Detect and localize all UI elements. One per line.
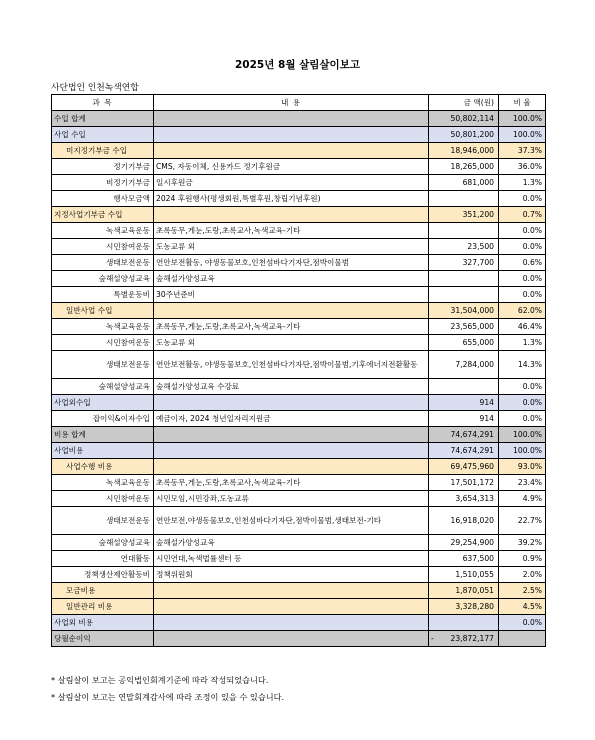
table-header-row (52, 95, 546, 111)
row-description (154, 615, 429, 631)
row-description (154, 395, 429, 411)
row-ratio: 22.7% (499, 507, 546, 535)
row-item: 녹색교육운동 (52, 223, 154, 239)
table-row (52, 475, 546, 491)
footnote-1: * 살림살이 보고는 공익법인회계기준에 따라 작성되었습니다. (51, 675, 269, 685)
row-amount (429, 271, 499, 287)
row-item: 비용 합계 (52, 427, 154, 443)
row-amount (429, 223, 499, 239)
table-row (52, 379, 546, 395)
row-ratio: 0.7% (499, 207, 546, 223)
row-ratio: 4.5% (499, 599, 546, 615)
table-row (52, 599, 546, 615)
row-item: 사업외 비용 (52, 615, 154, 631)
row-amount: 29,254,900 (429, 535, 499, 551)
row-item: 사업비용 (52, 443, 154, 459)
row-amount-sign: - (431, 633, 434, 643)
row-description (154, 303, 429, 319)
table-row (52, 271, 546, 287)
row-ratio: 1.3% (499, 335, 546, 351)
row-ratio: 0.0% (499, 191, 546, 207)
row-ratio: 100.0% (499, 427, 546, 443)
row-description: 시민연대,녹색법률센터 등 (154, 551, 429, 567)
table-row (52, 255, 546, 271)
table-row (52, 191, 546, 207)
row-item: 잡이익&이자수입 (52, 411, 154, 427)
row-ratio: 62.0% (499, 303, 546, 319)
table-row (52, 175, 546, 191)
row-item: 녹색교육운동 (52, 319, 154, 335)
row-amount: 74,674,291 (429, 427, 499, 443)
row-item: 사업수행 비용 (52, 459, 154, 475)
row-description: 연안보전활동, 야생동물보호,인천섬바다기자단,점박이물범,기후에너지전환활동 (154, 351, 429, 379)
row-description (154, 207, 429, 223)
table-row (52, 351, 546, 379)
report-title: 2025년 8월 살림살이보고 (235, 59, 360, 71)
row-description (154, 427, 429, 443)
row-ratio: 0.0% (499, 395, 546, 411)
row-amount (429, 631, 499, 647)
row-item: 연대활동 (52, 551, 154, 567)
row-item: 생태보전운동 (52, 507, 154, 535)
row-ratio: 0.6% (499, 255, 546, 271)
row-description: 숲해설가양성교육 수강료 (154, 379, 429, 395)
organization-name: 사단법인 인천녹색연합 (51, 83, 139, 93)
table-row (52, 335, 546, 351)
row-description: 초록동무,게눈,도랑,초록교사,녹색교육-기타 (154, 475, 429, 491)
header-ratio: 비 율 (499, 95, 546, 111)
table-row (52, 631, 546, 647)
row-amount-value: 23,872,177 (450, 633, 494, 643)
table-row (52, 427, 546, 443)
row-amount (429, 191, 499, 207)
row-item: 정책생산제안활동비 (52, 567, 154, 583)
row-description (154, 599, 429, 615)
row-description (154, 127, 429, 143)
row-description: 도농교류 외 (154, 335, 429, 351)
table-row (52, 319, 546, 335)
row-item: 사업외수입 (52, 395, 154, 411)
row-item: 정기기부금 (52, 159, 154, 175)
row-amount: 637,500 (429, 551, 499, 567)
row-item: 특별운동비 (52, 287, 154, 303)
row-item: 비정기기부금 (52, 175, 154, 191)
row-ratio: 39.2% (499, 535, 546, 551)
table-row (52, 287, 546, 303)
row-description: 30주년준비 (154, 287, 429, 303)
row-ratio: 0.0% (499, 379, 546, 395)
row-item: 일반사업 수입 (52, 303, 154, 319)
table-row (52, 583, 546, 599)
row-amount: 17,501,172 (429, 475, 499, 491)
row-amount: 18,265,000 (429, 159, 499, 175)
row-description: 숲해설가양성교육 (154, 271, 429, 287)
row-item: 수입 합계 (52, 111, 154, 127)
row-amount: 7,284,000 (429, 351, 499, 379)
row-item: 숲해설양성교육 (52, 535, 154, 551)
table-row (52, 207, 546, 223)
row-item: 생태보전운동 (52, 351, 154, 379)
table-row (52, 443, 546, 459)
row-item: 숲해설양성교육 (52, 271, 154, 287)
row-amount: 23,565,000 (429, 319, 499, 335)
header-amount: 금 액(원) (429, 95, 499, 111)
row-description (154, 631, 429, 647)
table-row (52, 223, 546, 239)
row-ratio: 2.0% (499, 567, 546, 583)
row-amount: 1,510,055 (429, 567, 499, 583)
row-ratio: 93.0% (499, 459, 546, 475)
row-description: 예금이자, 2024 청년일자리지원금 (154, 411, 429, 427)
row-description: 도농교류 외 (154, 239, 429, 255)
row-amount: 69,475,960 (429, 459, 499, 475)
row-ratio: 14.3% (499, 351, 546, 379)
row-item: 생태보전운동 (52, 255, 154, 271)
row-amount: 914 (429, 411, 499, 427)
header-item: 과 목 (52, 95, 154, 111)
row-ratio: 1.3% (499, 175, 546, 191)
row-amount: 351,200 (429, 207, 499, 223)
row-description: 연안보전,야생동물보호,인천섬바다기자단,점박이물범,생태보전-기타 (154, 507, 429, 535)
row-ratio: 0.9% (499, 551, 546, 567)
row-description: 정책위원회 (154, 567, 429, 583)
row-item: 사업 수입 (52, 127, 154, 143)
row-ratio: 100.0% (499, 127, 546, 143)
table-row (52, 507, 546, 535)
row-description: 2024 후원행사(평생회원,특별후원,창립기념후원) (154, 191, 429, 207)
row-amount: 31,504,000 (429, 303, 499, 319)
row-amount: 18,946,000 (429, 143, 499, 159)
table-row (52, 395, 546, 411)
row-description (154, 443, 429, 459)
row-description: 초록동무,게눈,도랑,초록교사,녹색교육-기타 (154, 223, 429, 239)
row-description: 초록동무,게눈,도랑,초록교사,녹색교육-기타 (154, 319, 429, 335)
row-description: 연안보전활동, 야생동물보호,인천섬바다기자단,점박이물범 (154, 255, 429, 271)
footnote-2: * 살림살이 보고는 연말회계감사에 따라 조정이 있을 수 있습니다. (51, 692, 285, 702)
row-description: 숲해설가양성교육 (154, 535, 429, 551)
row-description (154, 143, 429, 159)
row-amount: 914 (429, 395, 499, 411)
row-item: 모금비용 (52, 583, 154, 599)
ledger-table (51, 94, 546, 647)
row-ratio: 0.0% (499, 223, 546, 239)
row-ratio: 0.0% (499, 271, 546, 287)
row-ratio: 2.5% (499, 583, 546, 599)
row-amount: 3,328,280 (429, 599, 499, 615)
table-row (52, 143, 546, 159)
row-ratio: 0.0% (499, 239, 546, 255)
row-amount: 23,500 (429, 239, 499, 255)
row-ratio: 46.4% (499, 319, 546, 335)
row-description (154, 111, 429, 127)
table-row (52, 551, 546, 567)
table-row (52, 535, 546, 551)
row-ratio: 36.0% (499, 159, 546, 175)
table-row (52, 615, 546, 631)
table-row (52, 491, 546, 507)
row-ratio (499, 631, 546, 647)
row-description (154, 459, 429, 475)
table-row (52, 159, 546, 175)
row-amount (429, 615, 499, 631)
row-item: 시민참여운동 (52, 239, 154, 255)
row-item: 녹색교육운동 (52, 475, 154, 491)
table-row (52, 111, 546, 127)
table-row (52, 239, 546, 255)
row-ratio: 0.0% (499, 287, 546, 303)
row-ratio: 4.9% (499, 491, 546, 507)
table-row (52, 459, 546, 475)
row-amount (429, 287, 499, 303)
row-amount: 681,000 (429, 175, 499, 191)
table-row (52, 303, 546, 319)
table-row (52, 411, 546, 427)
row-amount: 50,802,114 (429, 111, 499, 127)
row-item: 지정사업기부금 수입 (52, 207, 154, 223)
row-item: 시민참여운동 (52, 491, 154, 507)
row-amount: 16,918,020 (429, 507, 499, 535)
row-description: 일시후원금 (154, 175, 429, 191)
row-item: 숲해설양성교육 (52, 379, 154, 395)
row-item: 행사모금액 (52, 191, 154, 207)
row-description (154, 583, 429, 599)
row-item: 일반관리 비용 (52, 599, 154, 615)
row-ratio: 100.0% (499, 443, 546, 459)
row-amount: 50,801,200 (429, 127, 499, 143)
header-description: 내 용 (154, 95, 429, 111)
row-amount: 1,870,051 (429, 583, 499, 599)
row-item: 시민참여운동 (52, 335, 154, 351)
row-amount: 327,700 (429, 255, 499, 271)
row-amount: 3,654,313 (429, 491, 499, 507)
row-ratio: 100.0% (499, 111, 546, 127)
row-description: 시민모임,시민강좌,도농교류 (154, 491, 429, 507)
row-ratio: 23.4% (499, 475, 546, 491)
row-ratio: 0.0% (499, 615, 546, 631)
row-ratio: 37.3% (499, 143, 546, 159)
row-item: 미지정기부금 수입 (52, 143, 154, 159)
table-row (52, 567, 546, 583)
table-row (52, 127, 546, 143)
row-description: CMS, 자동이체, 신용카드 정기후원금 (154, 159, 429, 175)
row-amount: 655,000 (429, 335, 499, 351)
row-amount (429, 379, 499, 395)
row-amount: 74,674,291 (429, 443, 499, 459)
row-item: 당월순이익 (52, 631, 154, 647)
row-ratio: 0.0% (499, 411, 546, 427)
